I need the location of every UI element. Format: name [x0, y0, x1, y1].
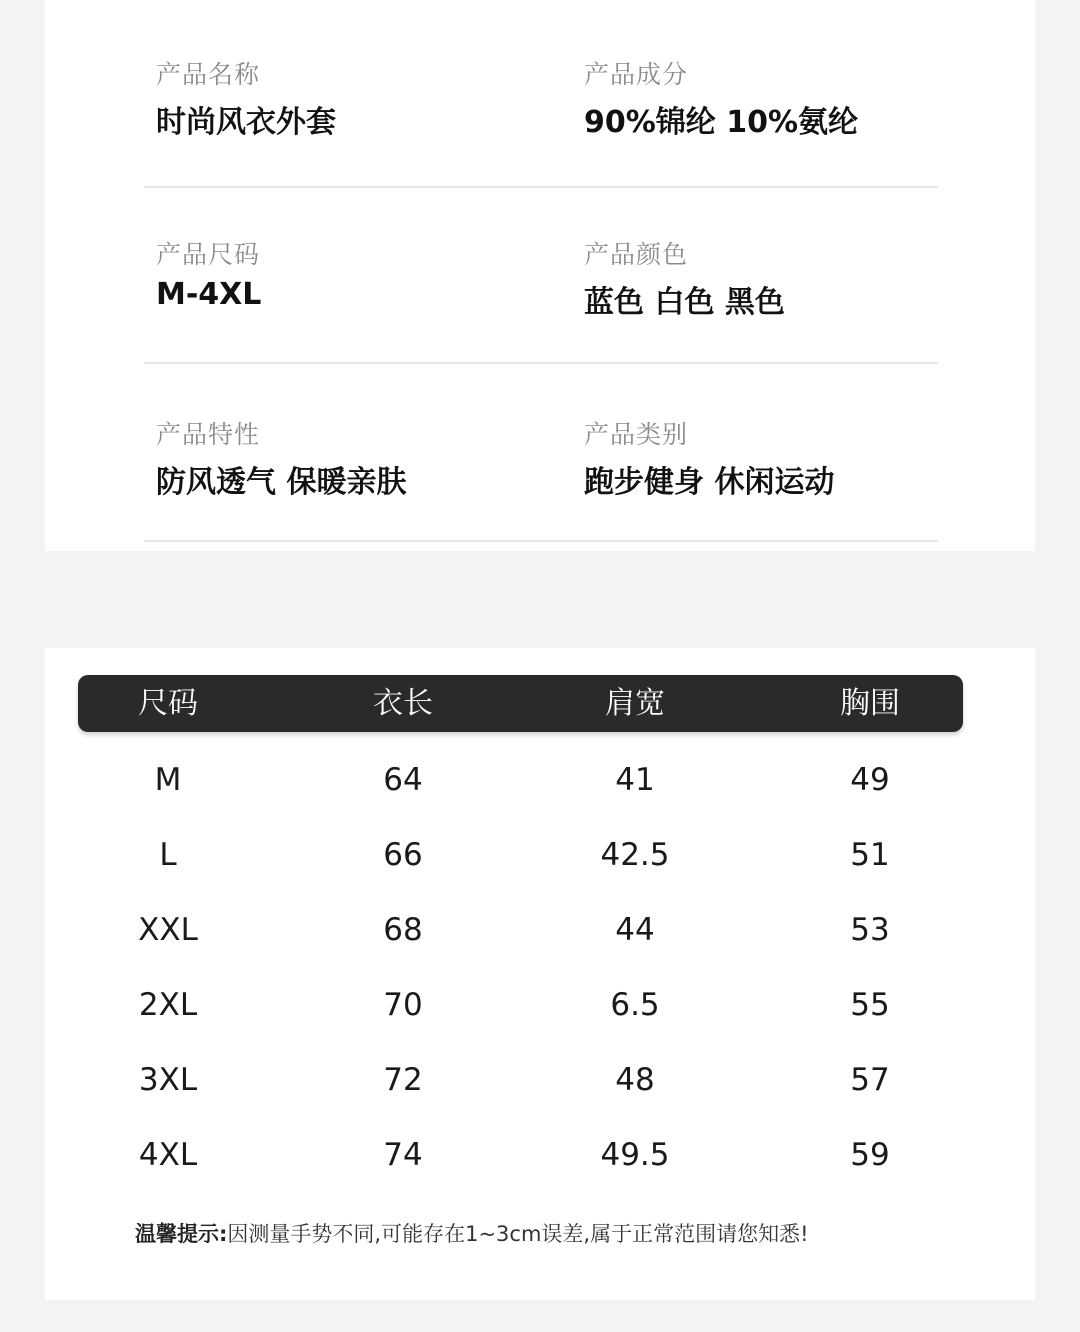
info-value: 跑步健身 休闲运动 — [584, 465, 835, 500]
cell-size: 3XL — [138, 1062, 198, 1098]
table-row — [45, 893, 1035, 968]
cell-size: 2XL — [138, 987, 198, 1023]
info-label: 产品颜色 — [584, 240, 689, 269]
info-value: 时尚风衣外套 — [156, 105, 336, 140]
info-label: 产品特性 — [156, 420, 261, 449]
header-length: 衣长 — [373, 686, 433, 721]
cell-chest: 49 — [850, 762, 890, 798]
header-chest: 胸围 — [840, 686, 900, 721]
product-info-card — [45, 0, 1035, 551]
cell-chest: 51 — [850, 837, 890, 873]
info-value: 蓝色 白色 黑色 — [584, 285, 785, 320]
cell-size: XXL — [138, 912, 198, 948]
table-row — [45, 1043, 1035, 1118]
info-label: 产品尺码 — [156, 240, 261, 269]
size-chart-card — [45, 648, 1035, 1300]
cell-chest: 57 — [850, 1062, 890, 1098]
info-value: 防风透气 保暖亲肤 — [156, 465, 407, 500]
cell-length: 72 — [383, 1062, 423, 1098]
cell-chest: 55 — [850, 987, 890, 1023]
table-row — [45, 1118, 1035, 1193]
size-table-header — [78, 675, 963, 732]
info-label: 产品类别 — [584, 420, 689, 449]
header-size: 尺码 — [138, 686, 198, 721]
cell-size: 4XL — [138, 1137, 198, 1173]
cell-length: 70 — [383, 987, 423, 1023]
cell-length: 74 — [383, 1137, 423, 1173]
divider — [144, 186, 938, 188]
cell-shoulder: 49.5 — [600, 1137, 670, 1173]
cell-length: 64 — [383, 762, 423, 798]
divider — [144, 540, 938, 542]
cell-length: 66 — [383, 837, 423, 873]
cell-shoulder: 48 — [615, 1062, 655, 1098]
cell-shoulder: 41 — [615, 762, 655, 798]
info-label: 产品名称 — [156, 60, 261, 89]
divider — [144, 362, 938, 364]
cell-chest: 59 — [850, 1137, 890, 1173]
cell-size: M — [154, 762, 182, 798]
header-shoulder: 肩宽 — [605, 686, 665, 721]
cell-shoulder: 6.5 — [610, 987, 660, 1023]
info-label: 产品成分 — [584, 60, 689, 89]
cell-shoulder: 44 — [615, 912, 655, 948]
table-row — [45, 818, 1035, 893]
table-row — [45, 743, 1035, 818]
info-value: 90%锦纶 10%氨纶 — [584, 105, 859, 140]
note-text: 因测量手势不同,可能存在1~3cm误差,属于正常范围请您知悉! — [227, 1222, 809, 1246]
cell-chest: 53 — [850, 912, 890, 948]
table-row — [45, 968, 1035, 1043]
cell-shoulder: 42.5 — [600, 837, 670, 873]
info-value: M-4XL — [156, 277, 262, 312]
cell-length: 68 — [383, 912, 423, 948]
note-label: 温馨提示: — [135, 1222, 228, 1246]
cell-size: L — [159, 837, 177, 873]
measurement-note — [135, 1218, 809, 1248]
